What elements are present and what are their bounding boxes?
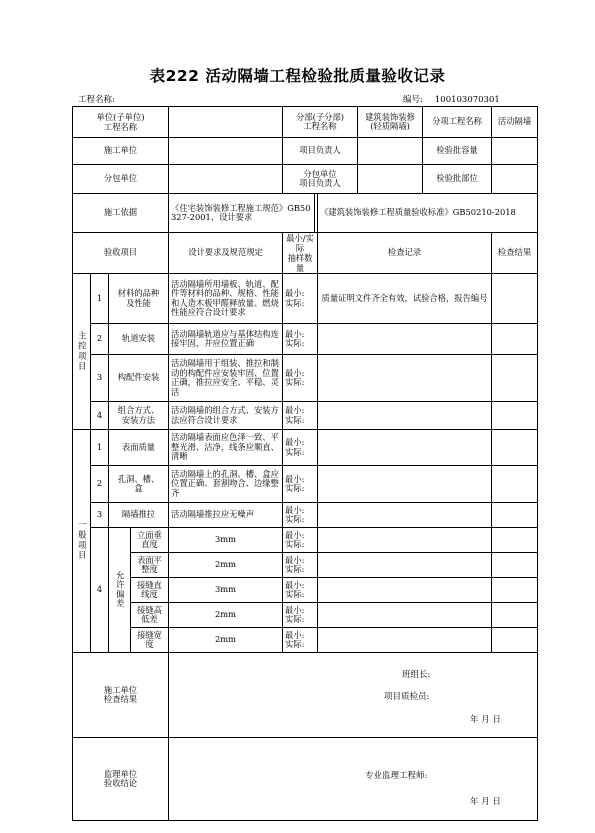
col-item: 验收项目 [73,233,169,274]
tolerance-value: 3mm [169,528,283,553]
header-row-3 [73,165,538,194]
subdivision-value: 建筑装饰装修 (轻质隔墙) [358,107,423,137]
accept-basis-label [315,194,318,232]
actual-text: 实际: [285,639,305,649]
tolerance-value: 2mm [169,603,283,628]
tolerance-row [73,528,538,553]
construction-result-cell[interactable] [169,653,538,738]
col-req: 设计要求及规范规定 [169,233,283,274]
main-item-name: 构配件安装 [109,355,169,402]
constructor-label: 施工单位 [73,138,169,165]
col-result: 检查结果 [492,233,538,274]
tolerance-name: 表面平 整度 [131,553,169,578]
tolerance-name: 立面垂 直度 [131,528,169,553]
actual-text: 实际: [285,446,305,457]
supervision-date: 年 月 日 [470,797,501,807]
tolerance-record[interactable] [318,603,492,628]
supervision-row [73,738,538,821]
main-item-no: 4 [91,402,109,430]
part-label: 检验批部位 [436,173,478,184]
actual-text: 实际: [285,589,305,599]
min-actual[interactable] [283,503,318,528]
constructor-value[interactable] [169,138,283,165]
general-item-record[interactable] [318,466,492,503]
main-item-record[interactable]: 质量证明文件齐全有效，试验合格，报告编号 [318,274,492,324]
main-item-result[interactable] [492,355,538,402]
general-item-name: 隔墙推拉 [109,503,169,528]
tolerance-record[interactable] [318,628,492,653]
actual-text: 实际: [285,614,305,624]
construction-date: 年 月 日 [470,715,501,725]
main-item-no: 3 [91,355,109,402]
min-actual[interactable] [283,553,318,578]
general-item-record[interactable] [318,503,492,528]
item-value: 活动隔墙 [492,107,538,138]
actual-text: 实际: [285,539,305,549]
col-min: 最小/实际 抽样数量 [283,233,318,274]
general-item-req: 活动隔墙表面应色泽一致、平整光滑、洁净，线条应顺直、清晰 [169,430,283,466]
min-actual[interactable] [283,628,318,653]
engineer-label: 专业监理工程师: [365,771,428,781]
general-item-row [73,503,538,528]
main-item-result[interactable] [492,274,538,324]
main-item-no: 1 [91,274,109,324]
header-row-4 [73,194,538,233]
general-item-result[interactable] [492,430,538,466]
item-label: 分项工程名称 [432,116,482,127]
min-text: 最小: [285,529,305,540]
min-actual[interactable] [283,355,318,402]
tolerance-result[interactable] [492,553,538,578]
min-actual[interactable] [283,324,318,355]
general-item-req: 活动隔墙推拉应无噪声 [169,503,283,528]
actual-text: 实际: [285,414,305,425]
tolerance-result[interactable] [492,578,538,603]
main-item-no: 2 [91,324,109,355]
basis-value: 《住宅装饰装修工程施工规范》GB50327-2001、设计要求 [169,194,315,232]
tolerance-record[interactable] [318,578,492,603]
tolerance-name: 接缝高 低差 [131,603,169,628]
min-text: 最小: [285,554,305,565]
page-title: 表222 活动隔墙工程检验批质量验收记录 [149,67,446,85]
actual-text: 实际: [285,483,305,493]
main-item-name: 组合方式、 安装方法 [109,402,169,430]
main-group-label: 主控项目 [73,274,91,430]
main-item-record[interactable] [318,355,492,402]
tolerance-group-label: 允许偏差 [109,528,131,653]
general-item-no: 3 [91,503,109,528]
tolerance-record[interactable] [318,553,492,578]
construction-result-label: 施工单位 检查结果 [73,653,169,738]
main-item-row [73,324,538,355]
accept-basis-value: 《建筑装饰装修工程质量验收标准》GB50210-2018 [318,194,538,233]
tolerance-no: 4 [91,528,109,653]
min-actual[interactable] [283,603,318,628]
min-text: 最小: [285,579,305,590]
actual-text: 实际: [285,514,305,524]
unit-label: 单位(子单位) 工程名称 [73,107,169,138]
capacity-value[interactable] [492,138,538,165]
general-item-req: 活动隔墙上的孔洞、槽、盒应位置正确、套割吻合、边缘整齐 [169,466,283,503]
basis-label: 施工依据 [73,194,169,233]
unit-value[interactable] [169,107,283,138]
pm-label: 项目负责人 [283,138,358,164]
tolerance-name: 接缝直 线度 [131,578,169,603]
subcontractor-value[interactable] [169,165,283,194]
main-item-req: 活动隔墙轨道应与基体结构连接牢固，并应位置正确 [169,324,283,355]
tolerance-row [73,628,538,653]
sub-pm-label: 分包单位 项目负责人 [283,165,358,193]
tolerance-row [73,553,538,578]
general-item-row [73,466,538,503]
main-item-req: 活动隔墙用于组装、推拉和制动的构配件应安装牢固、位置正确，推拉应安全、平稳、灵活 [169,355,283,402]
tolerance-value: 2mm [169,628,283,653]
tolerance-row [73,603,538,628]
min-text: 最小: [285,437,305,447]
main-item-req: 活动隔墙的组合方式、安装方法应符合设计要求 [169,402,283,430]
main-item-name: 材料的品种 及性能 [109,274,169,324]
actual-text: 实际: [285,338,305,348]
leader-label: 班组长: [402,670,431,680]
code-label: 编号: [403,95,423,105]
general-item-record[interactable] [318,430,492,466]
capacity-label: 检验批容量 [436,145,478,156]
main-item-req: 活动隔墙所用墙板、轨道、配件等材料的品种、规格、性能和人造木板甲醛释放量、燃烧性能应符合设计要求 [169,274,283,324]
main-item-row [73,402,538,430]
inspector-label: 项目质检员: [384,692,430,702]
part-value[interactable] [492,165,538,194]
min-text: 最小: [285,629,305,640]
general-item-result[interactable] [492,503,538,528]
min-text: 最小: [285,367,305,378]
header-row-2 [73,138,538,165]
supervision-cell[interactable] [169,738,538,821]
min-actual[interactable] [283,466,318,503]
code-field [403,93,512,105]
subcontractor-label: 分包单位 [73,165,169,194]
construction-result-row [73,653,538,738]
min-text: 最小: [285,288,305,298]
col-record: 检查记录 [318,233,492,274]
project-name-label: 工程名称: [78,95,115,105]
actual-text: 实际: [285,564,305,574]
min-text: 最小: [285,473,305,484]
min-actual[interactable] [283,578,318,603]
general-item-no: 1 [91,430,109,466]
supervision-label: 监理单位 验收结论 [73,738,169,821]
main-item-record[interactable] [318,324,492,355]
main-item-name: 轨道安装 [109,324,169,355]
general-group-label: 一般项目 [73,430,91,653]
sub-pm-value[interactable] [358,165,423,193]
main-item-row [73,355,538,402]
subdivision-label: 分部(子分部) 工程名称 [283,107,358,137]
min-text: 最小: [285,405,305,415]
main-item-result[interactable] [492,324,538,355]
general-item-no: 2 [91,466,109,503]
min-text: 最小: [285,604,305,615]
main-item-result[interactable] [492,402,538,430]
min-actual[interactable] [283,528,318,553]
min-actual[interactable] [283,430,318,466]
min-text: 最小: [285,328,305,339]
tolerance-name: 接缝宽 度 [131,628,169,653]
general-item-name: 表面质量 [109,430,169,466]
column-header-row [73,233,538,274]
tolerance-value: 2mm [169,553,283,578]
code-value: 100103070301 [434,95,500,105]
inspection-table [72,106,538,821]
actual-text: 实际: [285,297,305,308]
main-item-record[interactable] [318,402,492,430]
general-item-row [73,430,538,466]
tolerance-result[interactable] [492,603,538,628]
header-row-1 [73,107,538,138]
min-text: 最小: [285,504,305,515]
tolerance-result[interactable] [492,628,538,653]
tolerance-row [73,578,538,603]
min-actual[interactable] [283,274,318,324]
main-item-row [73,274,538,324]
actual-text: 实际: [285,377,305,387]
tolerance-value: 3mm [169,578,283,603]
tolerance-result[interactable] [492,528,538,553]
general-item-name: 孔洞、槽、 盒 [109,466,169,503]
general-item-result[interactable] [492,466,538,503]
pm-value[interactable] [358,138,423,164]
min-actual[interactable] [283,402,318,430]
tolerance-record[interactable] [318,528,492,553]
